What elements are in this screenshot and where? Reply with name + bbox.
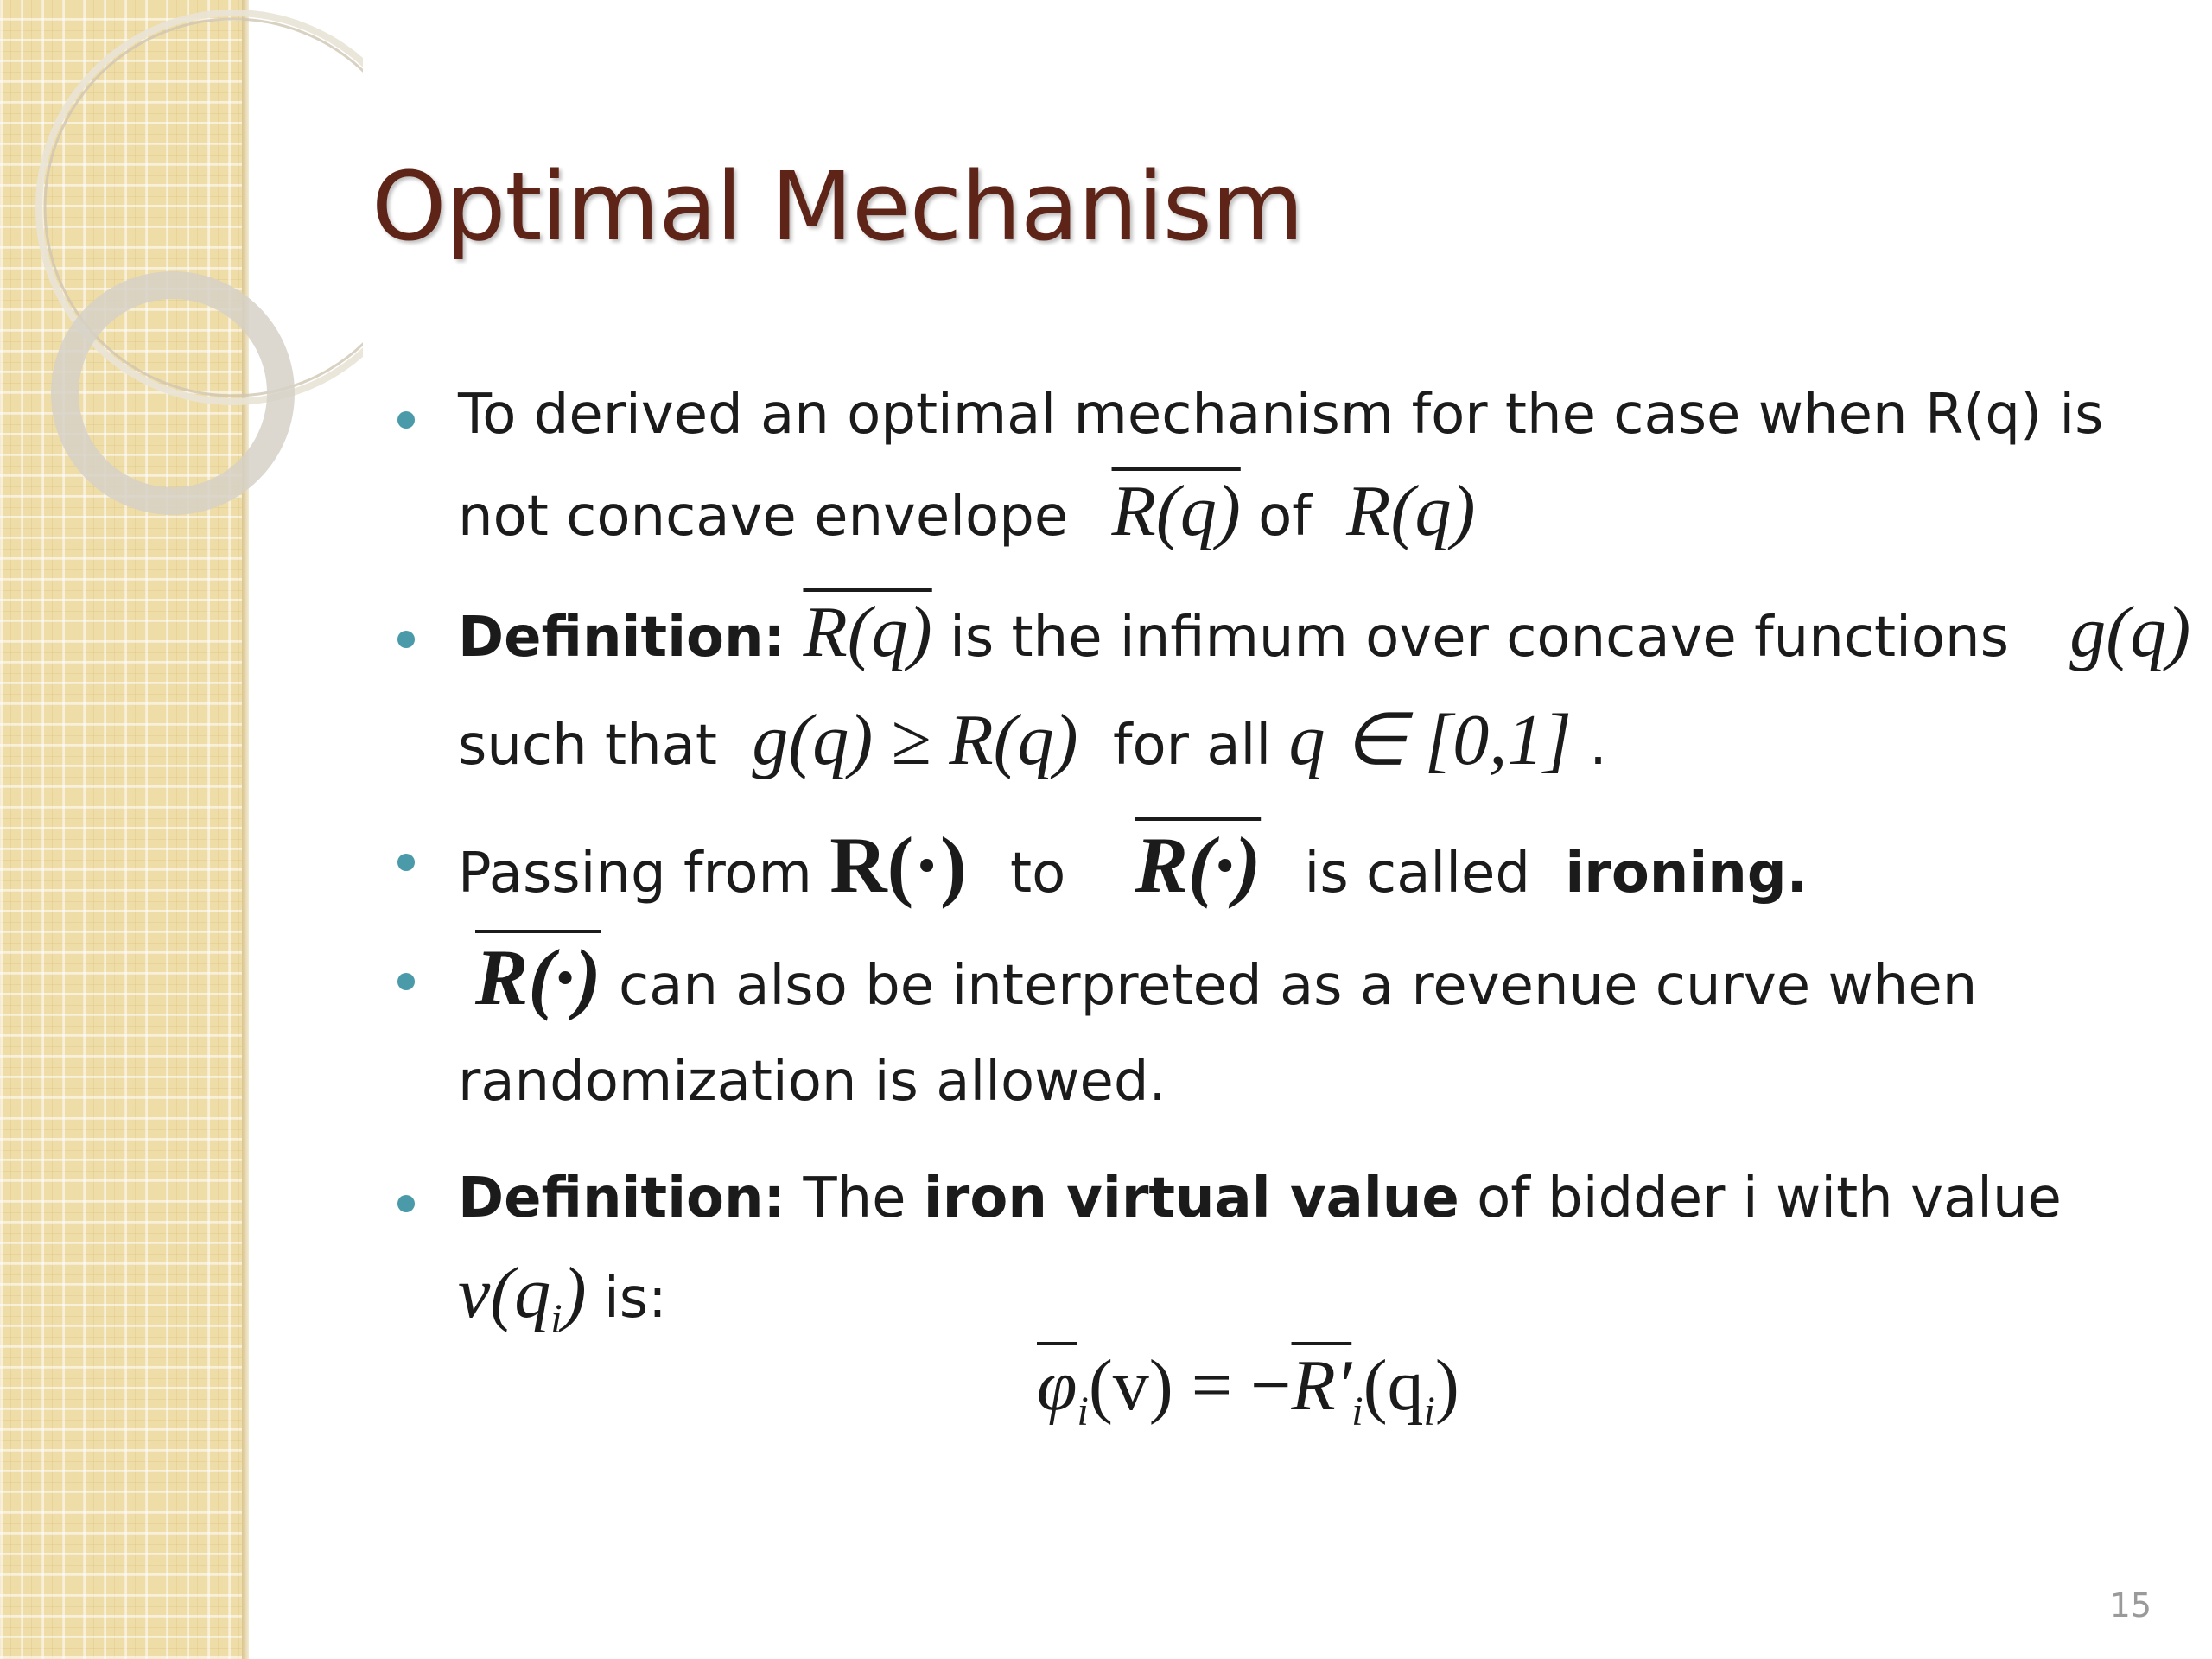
bullet-dot bbox=[397, 854, 415, 871]
math-domain: q ∈ [0,1] bbox=[1288, 700, 1572, 780]
math-r-dot: R(·) bbox=[830, 821, 967, 909]
bullet-2-line-2 bbox=[458, 700, 1607, 780]
bullet-1-line-1 bbox=[458, 383, 2104, 447]
math-r-q: R(q) bbox=[1346, 471, 1476, 551]
bullet-4-line-1 bbox=[458, 933, 1978, 1021]
bullet-dot bbox=[397, 1195, 415, 1212]
math-subscript-i: i bbox=[1351, 1388, 1363, 1434]
bullet-2-line-1 bbox=[458, 592, 2191, 672]
math-v-q: v(q bbox=[458, 1253, 551, 1333]
bullet-text: for all bbox=[1112, 714, 1272, 778]
iron-virtual-value-formula bbox=[1037, 1344, 1459, 1435]
page-title: Optimal Mechanism bbox=[372, 151, 1304, 262]
math-inequality: g(q) ≥ R(q) bbox=[752, 700, 1078, 780]
bullet-text: Passing from bbox=[458, 842, 812, 906]
bullet-dot bbox=[397, 631, 415, 648]
bullet-text: of bidder i with value bbox=[1477, 1166, 2062, 1230]
bullet-dot bbox=[397, 411, 415, 429]
bullet-text: The bbox=[803, 1166, 906, 1230]
bullet-text: to bbox=[1009, 842, 1066, 906]
bullet-5-line-2 bbox=[458, 1253, 667, 1342]
definition-label: Definition: bbox=[458, 1166, 786, 1230]
math-r-bar-q: R(q) bbox=[803, 592, 932, 672]
math-v-qi bbox=[458, 1253, 587, 1342]
math-equals: (v) = − bbox=[1088, 1345, 1292, 1426]
math-subscript-i: i bbox=[1423, 1388, 1435, 1434]
ironing-term: ironing. bbox=[1565, 842, 1808, 906]
bullet-dot bbox=[397, 973, 415, 990]
bullet-1-line-2 bbox=[458, 471, 1476, 551]
bullet-text: not concave envelope bbox=[458, 485, 1069, 549]
bullet-text: . bbox=[1589, 714, 1607, 778]
definition-label: Definition: bbox=[458, 606, 786, 670]
math-q: (q bbox=[1363, 1345, 1424, 1426]
math-r-bar-dot: R(·) bbox=[475, 933, 601, 1021]
math-g-q: g(q) bbox=[2069, 592, 2191, 672]
bullet-text: can also be interpreted as a revenue curve when bbox=[618, 954, 1978, 1018]
bullet-text: of bbox=[1258, 485, 1312, 549]
math-r-bar-q: R(q) bbox=[1111, 471, 1241, 551]
math-r-bar-dot: R(·) bbox=[1135, 821, 1262, 909]
bullet-text: is the infimum over concave functions bbox=[950, 606, 2009, 670]
bullet-text: is: bbox=[603, 1267, 667, 1331]
math-r-bar-prime: R′ bbox=[1291, 1345, 1352, 1426]
decorative-rings bbox=[0, 0, 363, 605]
math-subscript-i: i bbox=[1077, 1388, 1089, 1434]
math-paren: ) bbox=[562, 1253, 587, 1333]
math-subscript-i: i bbox=[550, 1295, 563, 1342]
bullet-text: randomization is allowed. bbox=[458, 1050, 1166, 1114]
iron-virtual-value-term: iron virtual value bbox=[923, 1166, 1459, 1230]
bullet-text: such that bbox=[458, 714, 717, 778]
bullet-text: To derived an optimal mechanism for the case when R(q) is bbox=[458, 383, 2104, 447]
page-number: 15 bbox=[2109, 1586, 2152, 1624]
bullet-3-line-1 bbox=[458, 821, 1808, 909]
bullet-5-line-1 bbox=[458, 1166, 2062, 1230]
math-phi-bar: $\overline{\varphi}$ bbox=[1037, 1345, 1077, 1426]
bullet-text: is called bbox=[1304, 842, 1530, 906]
bullet-4-line-2 bbox=[458, 1050, 1166, 1114]
math-paren: ) bbox=[1434, 1345, 1459, 1426]
